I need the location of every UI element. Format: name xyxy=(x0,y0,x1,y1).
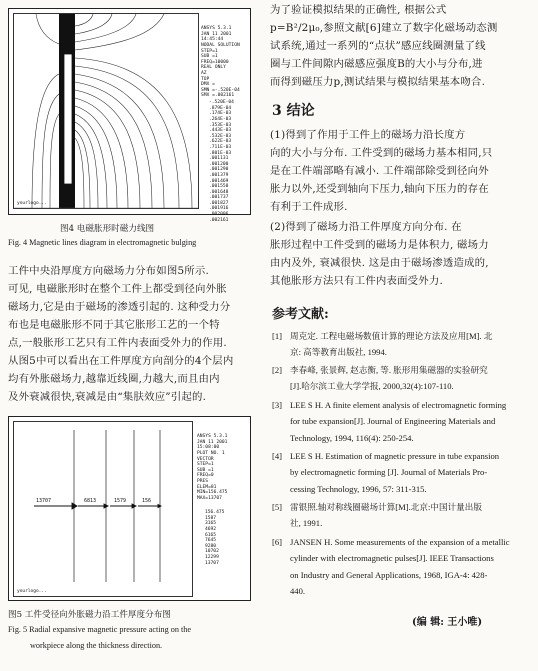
paragraph-line: 由内及外, 衰减很快. 这是由于磁场渗透造成的, xyxy=(270,257,489,269)
figure-5-caption-cn: 图5 工件受径向外胀磁力沿工件厚度分布图 xyxy=(8,610,171,620)
references-heading: 参考文献: xyxy=(272,307,329,322)
fig4-ansys-legend: -.520E-04 .879E-04 .174E-03 .264E-03 .353E-03 .443E-03 .532E-03 .622E-03 .711E-03 .801E-03 .001131 .001200 .001290 .001379 .001469 .001558 .001648 .001737 .001827 .001916 .002006 .002161 xyxy=(209,100,234,223)
reference-item: [2] 李春峰, 张景辉, 赵志衡, 等. 胀形用集磁器的实验研究 [J].哈尔滨工业大学学报, 2000,32(4):107-110. xyxy=(272,365,488,392)
coil-block xyxy=(64,54,72,184)
magnetic-field-lines-plot xyxy=(14,14,198,208)
paragraph-line: p=B²/2μ₀,参照文献[6]建立了数字化磁场动态测 xyxy=(270,22,498,34)
paragraph-line: 胀力以外,还受到轴向下压力,轴向下压力的存在 xyxy=(270,183,489,195)
paragraph-line: 向的大小与分布. 工件受到的磁场力基本相同,只 xyxy=(270,147,493,159)
pressure-vector-plot xyxy=(14,422,192,596)
arrow-label-2: 6813 xyxy=(84,498,97,504)
fig5-ansys-header: ANSYS 5.3.1 JAN 11 2001 15:08:00 PLOT NO. 1 VECTOR STEP=1 SUB =1 FREQ=0 PRES ELEM=81 MIN=156.475 MAX=13707 xyxy=(197,434,228,501)
figure-5-caption-en-line1: Fig. 5 Radial expansive magnetic pressure acting on the xyxy=(8,625,192,634)
paragraph-line: 其他胀形方法只有工件内表面受外力. xyxy=(270,275,443,287)
reference-item: [3] LEE S H. A finite element analysis of electromagnetic forming for tube expansion[J]. Journal of Engineering Materials and Technology, 1994, 116(4): 250-254. xyxy=(272,400,507,443)
fig5-footer-tag: yourlogo... xyxy=(17,589,47,594)
paragraph-line: (1)得到了作用于工件上的磁场力沿长度方 xyxy=(270,129,466,141)
arrow-label-1: 13707 xyxy=(36,498,52,504)
fig4-footer-tag: yourlogo... xyxy=(17,201,47,206)
reference-item: [6] JANSEN H. Some measurements of the expansion of a metallic cylinder with electromagnetic pulses[J]. IEEE Transactions on Industry and General Applications, 1968, IGA-4: 428- 440. xyxy=(272,537,510,597)
figure-5-radial-pressure xyxy=(8,416,251,601)
section-heading-conclusions: 3 结论 xyxy=(272,103,315,119)
paragraph-line: 点,一般胀形工艺只有工件内表面受外力的作用. xyxy=(8,337,227,349)
field-lines xyxy=(32,14,192,208)
figure-4-caption-en: Fig. 4 Magnetic lines diagram in electromagnetic bulging xyxy=(8,238,197,247)
paragraph-line: 而得到磁压力p,测试结果与模拟结果基本吻合. xyxy=(270,76,486,88)
paragraph-line: 有利于工件成形. xyxy=(270,201,348,213)
arrow-label-4: 156 xyxy=(142,498,152,504)
paragraph-line: 工件中央沿厚度方向磁场力分布如图5所示. xyxy=(8,265,209,277)
paragraph-line: (2)得到了磁场力沿工件厚度方向分布. 在 xyxy=(270,221,462,233)
figure-5-plot-area xyxy=(13,421,193,597)
paragraph-line: 试系统,通过一系列的“点状”感应线圈测量了线 xyxy=(270,40,486,52)
reference-item: [1] 周克定. 工程电磁场数值计算的理论方法及应用[M]. 北 京: 高等教育出版社, 1994. xyxy=(272,331,493,358)
paragraph-line: 及外衰减很快,衰减是由“集肤效应”引起的. xyxy=(8,391,207,403)
paragraph-line: 从图5中可以看出在工件厚度方向剖分的4个层内 xyxy=(8,355,234,367)
paragraph-line: 是在工件端部略有减小. 工件端部除受到径向外 xyxy=(270,165,489,177)
fig5-ansys-legend: 156.475 1587 3165 4692 6165 7645 9280 10702 12299 13707 xyxy=(205,510,225,566)
paragraph-line: 可见, 电磁胀形时在整个工件上都受到径向外胀 xyxy=(8,283,227,295)
paragraph-line: 布也是电磁胀形不同于其它胀形工艺的一个特 xyxy=(8,319,220,331)
paragraph-line: 均有外胀磁场力,越靠近线圈,力越大,而且由内 xyxy=(8,373,220,385)
figure-5-caption-en-line2: workpiece along the thickness direction. xyxy=(30,641,163,650)
paragraph-line: 胀形过程中工件受到的磁场力是体积力, 磁场力 xyxy=(270,239,489,251)
paragraph-line: 为了验证模拟结果的正确性, 根据公式 xyxy=(270,4,447,16)
arrow-label-3: 1579 xyxy=(114,498,127,504)
reference-item: [4] LEE S H. Estimation of magnetic pressure in tube expansion by electromagnetic forming [J]. Journal of Materials Pro- cessing Technology, 1996, 57: 311-315. xyxy=(272,451,500,494)
editor-line: (编 辑: 王小唯) xyxy=(412,617,483,628)
reference-item: [5] 雷银照.轴对称线圈磁场计算[M].北京:中国计量出版 社, 1991. xyxy=(272,502,482,529)
figure-4-magnetic-lines xyxy=(8,8,251,223)
paragraph-line: 磁场力,它是由于磁场的渗透引起的. 这种受力分 xyxy=(8,301,231,313)
figure-4-caption-cn: 图4 电磁胀形时磁力线图 xyxy=(60,224,155,234)
paragraph-line: 圈与工件间隙内磁感应强度B的大小与分布,进 xyxy=(270,58,483,70)
fig4-ansys-header: ANSYS 5.3.1 JAN 11 2001 14:45:44 NODAL SOLUTION STEP=1 SUB =1 FREQ=10000 REAL ONLY AZ TOP DMX = SMN =-.520E-04 SMX =.002161 xyxy=(201,26,240,99)
figure-4-plot-area xyxy=(13,13,199,209)
